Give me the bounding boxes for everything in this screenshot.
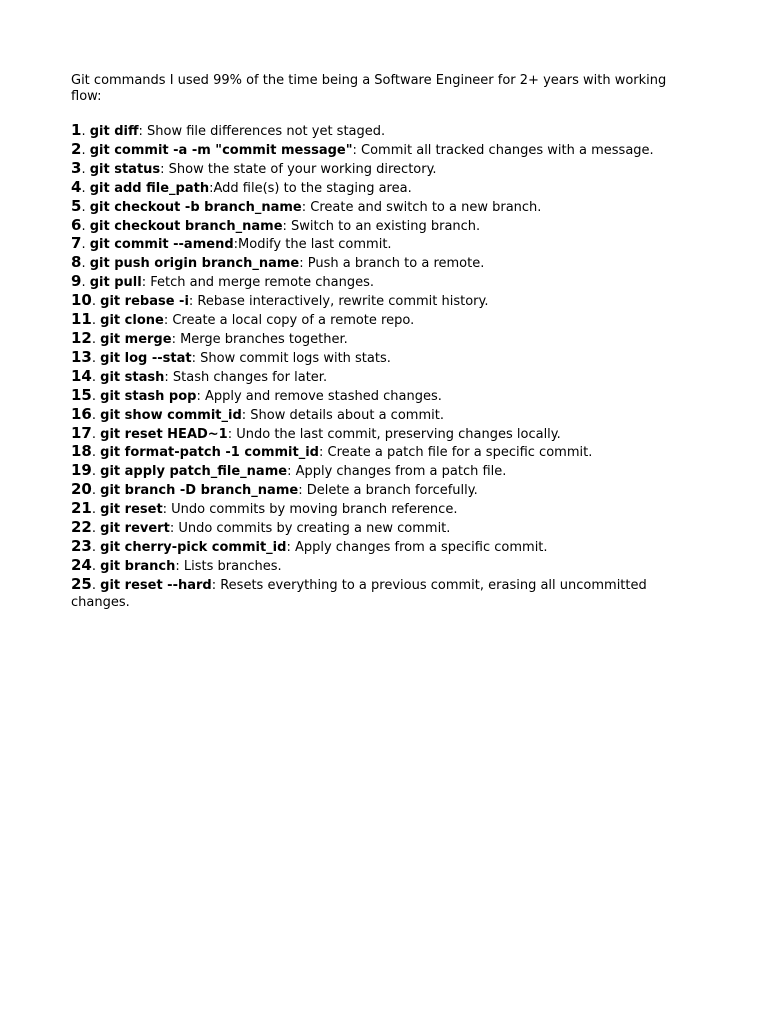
item-number: 13 bbox=[71, 347, 92, 366]
item-separator: . bbox=[81, 142, 86, 158]
command-name: git branch bbox=[100, 558, 176, 574]
command-description: : Undo commits by moving branch reference. bbox=[162, 502, 458, 518]
command-description: : Stash changes for later. bbox=[164, 369, 328, 385]
item-separator: . bbox=[91, 483, 97, 499]
item-number: 21 bbox=[71, 499, 92, 518]
item-number: 12 bbox=[71, 328, 92, 347]
document-page bbox=[71, 73, 691, 611]
item-number: 16 bbox=[71, 404, 92, 423]
command-name: git reset bbox=[100, 502, 163, 518]
list-item bbox=[71, 254, 691, 273]
command-name: git push origin branch_name bbox=[89, 256, 300, 272]
list-item bbox=[71, 519, 691, 538]
list-item bbox=[71, 273, 691, 292]
list-item bbox=[71, 368, 691, 387]
command-name: git checkout branch_name bbox=[89, 218, 283, 234]
item-number: 23 bbox=[71, 536, 92, 555]
item-number: 6 bbox=[71, 215, 82, 234]
item-number: 2 bbox=[71, 139, 82, 158]
item-number: 18 bbox=[71, 442, 92, 461]
item-number: 8 bbox=[71, 253, 82, 272]
item-separator: . bbox=[91, 521, 97, 537]
list-item bbox=[71, 349, 691, 368]
item-number: 5 bbox=[71, 196, 82, 215]
item-separator: . bbox=[81, 256, 86, 272]
command-description: : Merge branches together. bbox=[171, 331, 348, 347]
item-separator: . bbox=[91, 350, 97, 366]
item-separator: . bbox=[91, 445, 97, 461]
item-separator: . bbox=[91, 294, 97, 310]
item-separator: . bbox=[81, 218, 86, 234]
item-number: 15 bbox=[71, 385, 92, 404]
item-number: 24 bbox=[71, 555, 92, 574]
item-separator: . bbox=[91, 464, 97, 480]
item-number: 1 bbox=[71, 121, 82, 139]
command-name: git reset --hard bbox=[100, 577, 212, 593]
command-name: git cherry-pick commit_id bbox=[100, 539, 287, 555]
command-name: git show commit_id bbox=[100, 407, 242, 423]
list-item bbox=[71, 576, 691, 611]
list-item bbox=[71, 500, 691, 519]
item-separator: . bbox=[91, 331, 97, 347]
item-separator: . bbox=[91, 313, 97, 329]
command-description: : Create and switch to a new branch. bbox=[301, 199, 542, 215]
command-name: git rebase -i bbox=[100, 294, 189, 310]
item-number: 17 bbox=[71, 423, 92, 442]
command-name: git revert bbox=[100, 521, 170, 537]
command-description: : Show details about a commit. bbox=[241, 407, 444, 423]
list-item bbox=[71, 122, 691, 141]
list-item bbox=[71, 217, 691, 236]
item-number: 4 bbox=[71, 177, 82, 196]
list-item bbox=[71, 481, 691, 500]
item-separator: . bbox=[91, 577, 97, 593]
command-description: :Add file(s) to the staging area. bbox=[209, 180, 412, 196]
item-separator: . bbox=[81, 180, 86, 196]
intro-paragraph: Git commands I used 99% of the time being a Software Engineer for 2+ years with working flow: bbox=[71, 73, 667, 104]
list-item bbox=[71, 557, 691, 576]
list-item bbox=[71, 538, 691, 557]
list-item bbox=[71, 443, 691, 462]
item-number: 25 bbox=[71, 574, 92, 593]
item-separator: . bbox=[81, 237, 86, 253]
command-description: : Rebase interactively, rewrite commit history. bbox=[188, 294, 489, 310]
command-name: git reset HEAD~1 bbox=[100, 426, 228, 442]
item-number: 14 bbox=[71, 366, 92, 385]
list-item bbox=[71, 198, 691, 217]
list-item bbox=[71, 179, 691, 198]
git-command-list bbox=[71, 122, 691, 611]
command-description: : Show commit logs with stats. bbox=[191, 350, 391, 366]
command-description: : Apply and remove stashed changes. bbox=[196, 388, 442, 404]
item-separator: . bbox=[81, 161, 86, 177]
list-item bbox=[71, 387, 691, 406]
command-name: git commit -a -m "commit message" bbox=[89, 142, 353, 158]
item-number: 20 bbox=[71, 480, 92, 499]
command-description: :Modify the last commit. bbox=[233, 237, 392, 253]
list-item bbox=[71, 160, 691, 179]
command-description: : Switch to an existing branch. bbox=[282, 218, 481, 234]
command-name: git commit --amend bbox=[89, 237, 234, 253]
command-description: : Push a branch to a remote. bbox=[299, 256, 485, 272]
item-number: 22 bbox=[71, 518, 92, 537]
command-description: : Commit all tracked changes with a message. bbox=[352, 142, 654, 158]
command-name: git clone bbox=[100, 313, 164, 329]
command-name: git format-patch -1 commit_id bbox=[100, 445, 319, 461]
command-name: git status bbox=[89, 161, 161, 177]
command-description: : Lists branches. bbox=[175, 558, 282, 574]
command-description: : Undo the last commit, preserving changes locally. bbox=[227, 426, 561, 442]
command-name: git pull bbox=[89, 275, 142, 291]
command-name: git stash bbox=[100, 369, 165, 385]
item-number: 19 bbox=[71, 461, 92, 480]
item-separator: . bbox=[91, 426, 97, 442]
command-description: : Create a local copy of a remote repo. bbox=[163, 313, 415, 329]
list-item bbox=[71, 235, 691, 254]
item-separator: . bbox=[91, 407, 97, 423]
command-description: : Apply changes from a specific commit. bbox=[286, 539, 548, 555]
item-separator: . bbox=[81, 124, 86, 139]
item-number: 3 bbox=[71, 158, 82, 177]
item-number: 10 bbox=[71, 291, 92, 310]
list-item bbox=[71, 462, 691, 481]
list-item bbox=[71, 292, 691, 311]
list-item bbox=[71, 425, 691, 444]
item-number: 11 bbox=[71, 310, 92, 329]
command-description: : Undo commits by creating a new commit. bbox=[169, 521, 451, 537]
command-description: : Show file differences not yet staged. bbox=[138, 124, 386, 139]
command-description: : Resets everything to a previous commit, erasing all uncommitted changes. bbox=[71, 577, 647, 610]
command-name: git branch -D branch_name bbox=[100, 483, 299, 499]
item-separator: . bbox=[91, 502, 97, 518]
command-name: git merge bbox=[100, 331, 172, 347]
command-name: git stash pop bbox=[100, 388, 197, 404]
command-name: git log --stat bbox=[100, 350, 192, 366]
command-name: git checkout -b branch_name bbox=[89, 199, 302, 215]
item-separator: . bbox=[91, 388, 97, 404]
list-item bbox=[71, 141, 691, 160]
command-description: : Create a patch file for a specific commit. bbox=[319, 445, 593, 461]
item-separator: . bbox=[81, 275, 86, 291]
command-description: : Delete a branch forcefully. bbox=[298, 483, 478, 499]
list-item bbox=[71, 311, 691, 330]
item-separator: . bbox=[91, 558, 97, 574]
item-number: 9 bbox=[71, 272, 82, 291]
command-name: git diff bbox=[89, 124, 139, 139]
item-separator: . bbox=[91, 539, 97, 555]
list-item bbox=[71, 406, 691, 425]
command-description: : Apply changes from a patch file. bbox=[287, 464, 507, 480]
command-description: : Show the state of your working directory. bbox=[160, 161, 437, 177]
list-item bbox=[71, 330, 691, 349]
command-name: git add file_path bbox=[89, 180, 210, 196]
item-separator: . bbox=[91, 369, 97, 385]
command-description: : Fetch and merge remote changes. bbox=[141, 275, 374, 291]
item-separator: . bbox=[81, 199, 86, 215]
command-name: git apply patch_file_name bbox=[100, 464, 288, 480]
item-number: 7 bbox=[71, 234, 82, 253]
